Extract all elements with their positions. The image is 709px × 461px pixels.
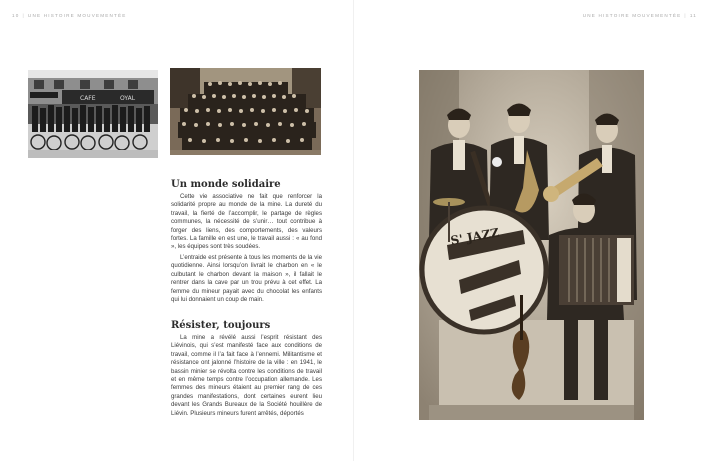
running-title-right: UNE HISTOIRE MOUVEMENTÉE: [582, 13, 682, 18]
photo-jazz-band: [419, 70, 644, 420]
photo-cyclists-street: [28, 70, 158, 158]
paragraph-entraide: L’entraide est présente à tous les moments de la vie quotidienne. Ainsi lorsqu’on livrait le charbon en « le culbutant le charbon devant la maison », il fallait le rentrer dans la cave par un trou prévu à cet effet. La femme du mineur payait avec du chocolat les enfants qui lui donnaient un coup de main.: [171, 254, 322, 304]
shop-sign-cafe: CAFE: [80, 95, 96, 102]
running-head-right: UNE HISTOIRE MOUVEMENTÉE | 11: [582, 13, 697, 18]
section-heading-un-monde-solidaire: Un monde solidaire: [171, 179, 281, 190]
photo-group-portrait: [170, 68, 321, 155]
paragraph-resistance: La mine a révélé aussi l’esprit résistant des Liévinois, qui s’est manifesté face aux conditions de travail, comme il l’a fait face à l’ennemi. Militantisme et résistance ont jalonné l’histoire de la ville : en 1941, le bassin minier se révolta contre les conditions de travail et en même temps contre l’occupation allemande. Les femmes des mineurs étaient au premier rang de ces grandes manifestations, dont certaines eurent lieu devant les Grands Bureaux de la Société houillère de Liévin. Plusieurs mineurs furent arrêtés, déportés: [171, 334, 322, 417]
running-head-left: 10 | UNE HISTOIRE MOUVEMENTÉE: [12, 13, 127, 18]
folio-right: 11: [689, 13, 697, 18]
running-title-left: UNE HISTOIRE MOUVEMENTÉE: [27, 13, 127, 18]
drum-lettering: S' JAZZ: [449, 225, 501, 248]
shop-sign-oyal: OYAL: [120, 95, 136, 102]
paragraph-solidarite: Cette vie associative ne fait que renforcer la solidarité propre au monde de la mine. La dureté du travail, la fierté de l’accomplir, le partage de règles communes, la nécessité de s’unir… tout contribue à forger des liens, des comportements, des valeurs fortes. La famille en est une, le travail aussi : « au fond », les équipes sont très soudées.: [171, 193, 322, 251]
folio-left: 10: [12, 13, 20, 18]
section-heading-resister-toujours: Résister, toujours: [171, 320, 271, 331]
left-page: [0, 0, 354, 461]
